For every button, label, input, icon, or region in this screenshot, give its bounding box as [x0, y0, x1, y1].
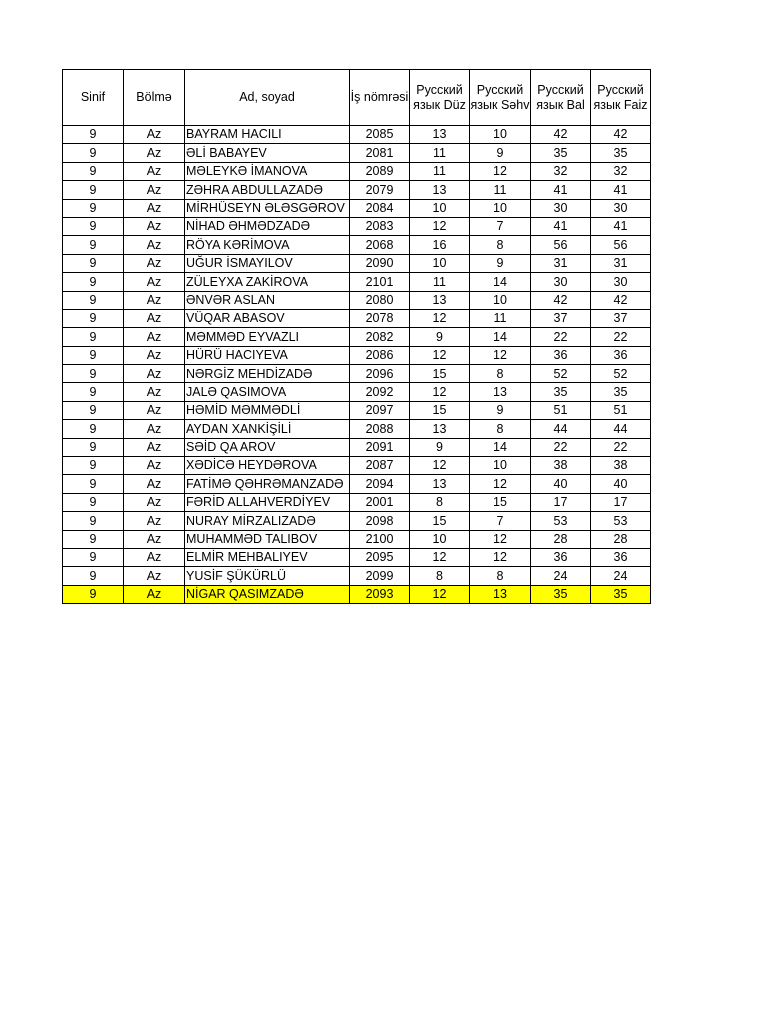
cell-percent[interactable]: 24	[591, 567, 651, 585]
cell-class[interactable]: 9	[63, 438, 124, 456]
cell-section[interactable]: Az	[124, 273, 185, 291]
cell-wrong[interactable]: 12	[470, 162, 531, 180]
cell-percent[interactable]: 44	[591, 420, 651, 438]
cell-wrong[interactable]: 10	[470, 199, 531, 217]
header-cell-score[interactable]: Русский язык Bal	[531, 70, 591, 126]
cell-work-number[interactable]: 2081	[350, 144, 410, 162]
table-row	[63, 475, 651, 493]
cell-work-number[interactable]: 2089	[350, 162, 410, 180]
cell-score[interactable]: 35	[531, 585, 591, 603]
cell-section[interactable]: Az	[124, 328, 185, 346]
cell-wrong[interactable]: 12	[470, 346, 531, 364]
cell-wrong[interactable]: 13	[470, 585, 531, 603]
cell-wrong[interactable]: 14	[470, 328, 531, 346]
cell-section[interactable]: Az	[124, 254, 185, 272]
cell-work-number[interactable]: 2091	[350, 438, 410, 456]
cell-class[interactable]: 9	[63, 309, 124, 327]
cell-work-number[interactable]: 2082	[350, 328, 410, 346]
cell-correct[interactable]: 11	[410, 162, 470, 180]
cell-section[interactable]: Az	[124, 383, 185, 401]
cell-percent[interactable]: 35	[591, 383, 651, 401]
cell-class[interactable]: 9	[63, 199, 124, 217]
cell-work-number[interactable]: 2098	[350, 512, 410, 530]
cell-percent[interactable]: 40	[591, 475, 651, 493]
cell-wrong[interactable]: 9	[470, 254, 531, 272]
cell-score[interactable]: 32	[531, 162, 591, 180]
cell-work-number[interactable]: 2078	[350, 309, 410, 327]
cell-full-name[interactable]: BAYRAM HACILI	[185, 126, 350, 144]
cell-work-number[interactable]: 2083	[350, 217, 410, 235]
cell-score[interactable]: 52	[531, 365, 591, 383]
cell-correct[interactable]: 13	[410, 475, 470, 493]
table-row	[63, 254, 651, 272]
table-row	[63, 567, 651, 585]
cell-score[interactable]: 37	[531, 309, 591, 327]
cell-section[interactable]: Az	[124, 475, 185, 493]
cell-work-number[interactable]: 2093	[350, 585, 410, 603]
header-cell-correct[interactable]: Русский язык Düz	[410, 70, 470, 126]
cell-full-name[interactable]: AYDAN XANKİŞİLİ	[185, 420, 350, 438]
cell-wrong[interactable]: 14	[470, 438, 531, 456]
header-cell-work-number[interactable]: İş nömrəsi	[350, 70, 410, 126]
cell-class[interactable]: 9	[63, 346, 124, 364]
cell-percent[interactable]: 42	[591, 291, 651, 309]
cell-section[interactable]: Az	[124, 585, 185, 603]
cell-work-number[interactable]: 2094	[350, 475, 410, 493]
cell-correct[interactable]: 12	[410, 309, 470, 327]
cell-score[interactable]: 24	[531, 567, 591, 585]
cell-section[interactable]: Az	[124, 291, 185, 309]
cell-full-name[interactable]: MİRHÜSEYN ƏLƏSGƏROV	[185, 199, 350, 217]
cell-class[interactable]: 9	[63, 548, 124, 566]
header-row	[63, 70, 651, 126]
cell-section[interactable]: Az	[124, 365, 185, 383]
cell-percent[interactable]: 35	[591, 585, 651, 603]
cell-percent[interactable]: 53	[591, 512, 651, 530]
cell-percent[interactable]: 36	[591, 346, 651, 364]
cell-section[interactable]: Az	[124, 199, 185, 217]
cell-class[interactable]: 9	[63, 291, 124, 309]
table-row	[63, 401, 651, 419]
cell-wrong[interactable]: 13	[470, 383, 531, 401]
cell-percent[interactable]: 22	[591, 438, 651, 456]
cell-full-name[interactable]: NƏRGİZ MEHDİZADƏ	[185, 365, 350, 383]
cell-section[interactable]: Az	[124, 236, 185, 254]
cell-correct[interactable]: 15	[410, 365, 470, 383]
cell-score[interactable]: 35	[531, 383, 591, 401]
table-row	[63, 457, 651, 475]
cell-work-number[interactable]: 2100	[350, 530, 410, 548]
cell-correct[interactable]: 12	[410, 346, 470, 364]
cell-correct[interactable]: 13	[410, 291, 470, 309]
table-row	[63, 144, 651, 162]
cell-wrong[interactable]: 12	[470, 475, 531, 493]
cell-score[interactable]: 31	[531, 254, 591, 272]
cell-wrong[interactable]: 7	[470, 512, 531, 530]
cell-section[interactable]: Az	[124, 438, 185, 456]
cell-class[interactable]: 9	[63, 512, 124, 530]
cell-section[interactable]: Az	[124, 162, 185, 180]
cell-wrong[interactable]: 10	[470, 126, 531, 144]
cell-work-number[interactable]: 2084	[350, 199, 410, 217]
cell-correct[interactable]: 12	[410, 548, 470, 566]
table-row	[63, 126, 651, 144]
cell-class[interactable]: 9	[63, 365, 124, 383]
cell-score[interactable]: 40	[531, 475, 591, 493]
cell-wrong[interactable]: 15	[470, 493, 531, 511]
cell-score[interactable]: 38	[531, 457, 591, 475]
cell-full-name[interactable]: HƏMİD MƏMMƏDLİ	[185, 401, 350, 419]
cell-score[interactable]: 51	[531, 401, 591, 419]
cell-section[interactable]: Az	[124, 493, 185, 511]
cell-correct[interactable]: 13	[410, 420, 470, 438]
table-row	[63, 530, 651, 548]
table-row	[63, 548, 651, 566]
cell-class[interactable]: 9	[63, 457, 124, 475]
cell-full-name[interactable]: MƏLEYKƏ İMANOVA	[185, 162, 350, 180]
cell-work-number[interactable]: 2001	[350, 493, 410, 511]
cell-score[interactable]: 41	[531, 217, 591, 235]
cell-correct[interactable]: 9	[410, 328, 470, 346]
cell-correct[interactable]: 10	[410, 254, 470, 272]
cell-correct[interactable]: 8	[410, 567, 470, 585]
cell-full-name[interactable]: NURAY MİRZALIZADƏ	[185, 512, 350, 530]
cell-class[interactable]: 9	[63, 273, 124, 291]
cell-full-name[interactable]: JALƏ QASIMOVA	[185, 383, 350, 401]
cell-correct[interactable]: 12	[410, 217, 470, 235]
spreadsheet-sheet	[62, 69, 651, 604]
cell-score[interactable]: 22	[531, 438, 591, 456]
cell-work-number[interactable]: 2087	[350, 457, 410, 475]
cell-wrong[interactable]: 10	[470, 291, 531, 309]
cell-correct[interactable]: 13	[410, 126, 470, 144]
cell-work-number[interactable]: 2092	[350, 383, 410, 401]
table-body	[63, 126, 651, 604]
table-row	[63, 585, 651, 603]
cell-class[interactable]: 9	[63, 401, 124, 419]
table-row	[63, 512, 651, 530]
cell-score[interactable]: 53	[531, 512, 591, 530]
table-row	[63, 328, 651, 346]
cell-percent[interactable]: 42	[591, 126, 651, 144]
cell-correct[interactable]: 16	[410, 236, 470, 254]
cell-section[interactable]: Az	[124, 126, 185, 144]
cell-wrong[interactable]: 12	[470, 548, 531, 566]
cell-wrong[interactable]: 12	[470, 530, 531, 548]
cell-class[interactable]: 9	[63, 567, 124, 585]
cell-percent[interactable]: 36	[591, 548, 651, 566]
table-row	[63, 236, 651, 254]
cell-correct[interactable]: 15	[410, 512, 470, 530]
cell-class[interactable]: 9	[63, 144, 124, 162]
cell-class[interactable]: 9	[63, 126, 124, 144]
cell-percent[interactable]: 37	[591, 309, 651, 327]
cell-score[interactable]: 44	[531, 420, 591, 438]
cell-percent[interactable]: 51	[591, 401, 651, 419]
cell-wrong[interactable]: 7	[470, 217, 531, 235]
cell-full-name[interactable]: VÜQAR ABASOV	[185, 309, 350, 327]
cell-percent[interactable]: 17	[591, 493, 651, 511]
cell-score[interactable]: 35	[531, 144, 591, 162]
cell-correct[interactable]: 10	[410, 199, 470, 217]
cell-score[interactable]: 41	[531, 181, 591, 199]
cell-full-name[interactable]: HÜRÜ HACIYEVA	[185, 346, 350, 364]
cell-work-number[interactable]: 2090	[350, 254, 410, 272]
cell-work-number[interactable]: 2096	[350, 365, 410, 383]
cell-section[interactable]: Az	[124, 309, 185, 327]
cell-percent[interactable]: 41	[591, 217, 651, 235]
table-row	[63, 217, 651, 235]
cell-score[interactable]: 36	[531, 548, 591, 566]
cell-correct[interactable]: 12	[410, 457, 470, 475]
header-cell-section[interactable]: Bölmə	[124, 70, 185, 126]
cell-work-number[interactable]: 2088	[350, 420, 410, 438]
table-row	[63, 365, 651, 383]
cell-percent[interactable]: 22	[591, 328, 651, 346]
cell-full-name[interactable]: MUHAMMƏD TALIBOV	[185, 530, 350, 548]
cell-class[interactable]: 9	[63, 217, 124, 235]
cell-class[interactable]: 9	[63, 328, 124, 346]
cell-full-name[interactable]: ƏLİ BABAYEV	[185, 144, 350, 162]
cell-work-number[interactable]: 2101	[350, 273, 410, 291]
table-row	[63, 438, 651, 456]
cell-percent[interactable]: 30	[591, 199, 651, 217]
cell-work-number[interactable]: 2097	[350, 401, 410, 419]
cell-score[interactable]: 36	[531, 346, 591, 364]
cell-wrong[interactable]: 8	[470, 365, 531, 383]
cell-section[interactable]: Az	[124, 420, 185, 438]
cell-correct[interactable]: 9	[410, 438, 470, 456]
cell-score[interactable]: 30	[531, 273, 591, 291]
cell-full-name[interactable]: UĞUR İSMAYILOV	[185, 254, 350, 272]
cell-class[interactable]: 9	[63, 383, 124, 401]
cell-class[interactable]: 9	[63, 493, 124, 511]
cell-section[interactable]: Az	[124, 567, 185, 585]
cell-full-name[interactable]: ƏNVƏR ASLAN	[185, 291, 350, 309]
table-row	[63, 291, 651, 309]
table-row	[63, 420, 651, 438]
cell-correct[interactable]: 12	[410, 383, 470, 401]
cell-work-number[interactable]: 2068	[350, 236, 410, 254]
cell-correct[interactable]: 13	[410, 181, 470, 199]
cell-percent[interactable]: 38	[591, 457, 651, 475]
header-cell-percent[interactable]: Русский язык Faiz	[591, 70, 651, 126]
table-row	[63, 199, 651, 217]
cell-percent[interactable]: 28	[591, 530, 651, 548]
cell-score[interactable]: 22	[531, 328, 591, 346]
cell-percent[interactable]: 56	[591, 236, 651, 254]
header-cell-wrong[interactable]: Русский язык Səhv	[470, 70, 531, 126]
cell-wrong[interactable]: 9	[470, 144, 531, 162]
cell-wrong[interactable]: 8	[470, 567, 531, 585]
cell-class[interactable]: 9	[63, 475, 124, 493]
cell-class[interactable]: 9	[63, 236, 124, 254]
cell-percent[interactable]: 32	[591, 162, 651, 180]
cell-section[interactable]: Az	[124, 144, 185, 162]
cell-wrong[interactable]: 11	[470, 181, 531, 199]
cell-full-name[interactable]: FƏRİD ALLAHVERDİYEV	[185, 493, 350, 511]
table-row	[63, 162, 651, 180]
cell-work-number[interactable]: 2099	[350, 567, 410, 585]
cell-score[interactable]: 30	[531, 199, 591, 217]
cell-section[interactable]: Az	[124, 217, 185, 235]
cell-work-number[interactable]: 2079	[350, 181, 410, 199]
cell-correct[interactable]: 11	[410, 273, 470, 291]
header-cell-class[interactable]: Sinif	[63, 70, 124, 126]
cell-score[interactable]: 42	[531, 126, 591, 144]
cell-class[interactable]: 9	[63, 181, 124, 199]
cell-section[interactable]: Az	[124, 530, 185, 548]
table-row	[63, 309, 651, 327]
cell-section[interactable]: Az	[124, 457, 185, 475]
cell-percent[interactable]: 35	[591, 144, 651, 162]
cell-wrong[interactable]: 10	[470, 457, 531, 475]
cell-correct[interactable]: 15	[410, 401, 470, 419]
table-row	[63, 493, 651, 511]
cell-full-name[interactable]: FATİMƏ QƏHRƏMANZADƏ	[185, 475, 350, 493]
cell-full-name[interactable]: NİHAD ƏHMƏDZADƏ	[185, 217, 350, 235]
results-table	[62, 69, 651, 604]
cell-correct[interactable]: 11	[410, 144, 470, 162]
cell-wrong[interactable]: 9	[470, 401, 531, 419]
cell-percent[interactable]: 41	[591, 181, 651, 199]
cell-section[interactable]: Az	[124, 346, 185, 364]
cell-score[interactable]: 17	[531, 493, 591, 511]
cell-work-number[interactable]: 2080	[350, 291, 410, 309]
cell-full-name[interactable]: ELMİR MEHBALIYEV	[185, 548, 350, 566]
cell-wrong[interactable]: 11	[470, 309, 531, 327]
cell-full-name[interactable]: NİGAR QASIMZADƏ	[185, 585, 350, 603]
cell-full-name[interactable]: ZƏHRA ABDULLAZADƏ	[185, 181, 350, 199]
cell-percent[interactable]: 30	[591, 273, 651, 291]
cell-class[interactable]: 9	[63, 585, 124, 603]
cell-score[interactable]: 42	[531, 291, 591, 309]
cell-section[interactable]: Az	[124, 181, 185, 199]
cell-work-number[interactable]: 2086	[350, 346, 410, 364]
cell-full-name[interactable]: XƏDİCƏ HEYDƏROVA	[185, 457, 350, 475]
cell-section[interactable]: Az	[124, 401, 185, 419]
cell-full-name[interactable]: YUSİF ŞÜKÜRLÜ	[185, 567, 350, 585]
table-row	[63, 273, 651, 291]
cell-full-name[interactable]: SƏİD QA AROV	[185, 438, 350, 456]
cell-full-name[interactable]: ZÜLEYXA ZAKİROVA	[185, 273, 350, 291]
table-row	[63, 181, 651, 199]
cell-percent[interactable]: 52	[591, 365, 651, 383]
cell-wrong[interactable]: 14	[470, 273, 531, 291]
cell-correct[interactable]: 10	[410, 530, 470, 548]
cell-full-name[interactable]: MƏMMƏD EYVAZLI	[185, 328, 350, 346]
cell-class[interactable]: 9	[63, 254, 124, 272]
cell-score[interactable]: 56	[531, 236, 591, 254]
cell-wrong[interactable]: 8	[470, 420, 531, 438]
cell-class[interactable]: 9	[63, 162, 124, 180]
cell-full-name[interactable]: RÖYA KƏRİMOVA	[185, 236, 350, 254]
table-row	[63, 383, 651, 401]
cell-correct[interactable]: 8	[410, 493, 470, 511]
cell-wrong[interactable]: 8	[470, 236, 531, 254]
cell-class[interactable]: 9	[63, 420, 124, 438]
cell-score[interactable]: 28	[531, 530, 591, 548]
cell-section[interactable]: Az	[124, 548, 185, 566]
cell-percent[interactable]: 31	[591, 254, 651, 272]
cell-work-number[interactable]: 2095	[350, 548, 410, 566]
cell-section[interactable]: Az	[124, 512, 185, 530]
cell-correct[interactable]: 12	[410, 585, 470, 603]
header-cell-full-name[interactable]: Ad, soyad	[185, 70, 350, 126]
cell-class[interactable]: 9	[63, 530, 124, 548]
table-row	[63, 346, 651, 364]
cell-work-number[interactable]: 2085	[350, 126, 410, 144]
